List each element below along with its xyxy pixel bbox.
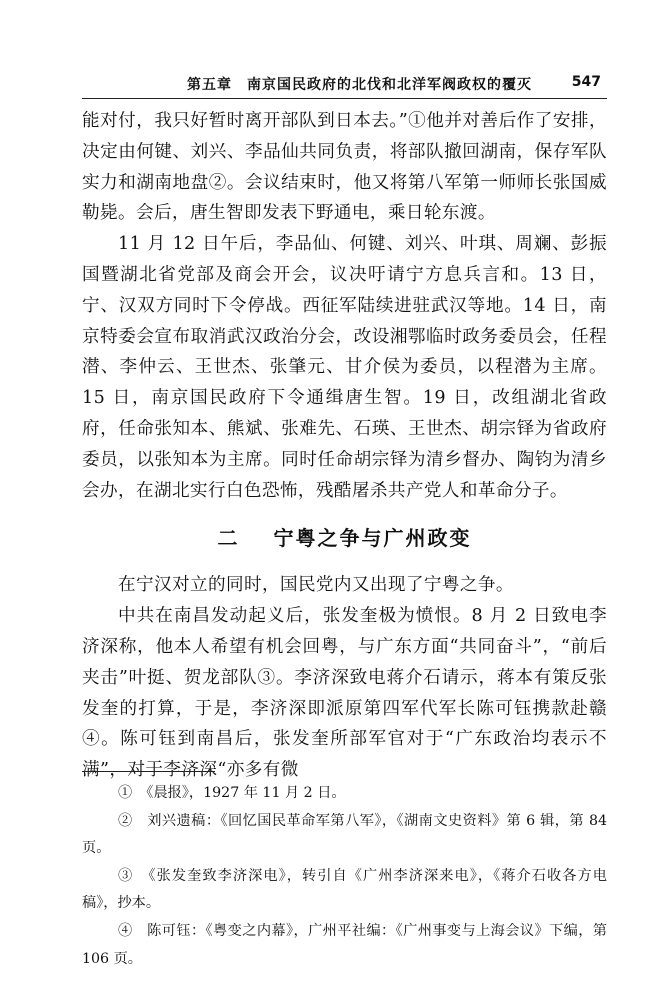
- page-number: 547: [571, 74, 601, 90]
- main-text: [82, 106, 607, 786]
- section-heading: [82, 523, 607, 553]
- paragraph-3: 在宁汉对立的同时，国民党内又出现了宁粤之争。: [118, 575, 514, 596]
- paragraph-4: 中共在南昌发动起义后，张发奎极为愤恨。8 月 2 日致电李济深称，他本人希望有机会回粤，与广东方面“共同奋斗”，“前后夹击”叶挺、贺龙部队③。李济深致电蒋介石请示，蒋本有策反张发奎的打算，于是，李济深即派原第四军代军长陈可钰携款赴赣④。陈可钰到南昌后，张发奎所部军官对于“广东政治均表示不满”，对于李济深“亦多有微: [82, 606, 607, 781]
- paragraph-2: 11 月 12 日午后，李品仙、何键、刘兴、叶琪、周斓、彭振国暨湖北省党部及商会开会，议决吁请宁方息兵言和。13 日，宁、汉双方同时下令停战。西征军陆续进驻武汉等地。14 日，南京特委会宣布取消武汉政治分会，改设湘鄂临时政务委员会，任程潜、李仲云、王世杰、张肇元、甘介侯为委员，以程潜为主席。15 日，南京国民政府下令通缉唐生智。19 日，改组湖北省政府，任命张知本、熊斌、张难先、石瑛、王世杰、胡宗铎为省政府委员，以张知本为主席。同时任命胡宗铎为清乡督办、陶钧为清乡会办，在湖北实行白色恐怖，残酷屠杀共产党人和革命分子。: [82, 234, 607, 501]
- paragraph-1: 能对付，我只好暂时离开部队到日本去。”①他并对善后作了安排，决定由何键、刘兴、李品仙共同负责，将部队撤回湖南，保存军队实力和湖南地盘②。会议结束时，他又将第八军第一师师长张国威勒毙。会后，唐生智即发表下野通电，乘日轮东渡。: [82, 111, 607, 224]
- footnote-divider: [82, 771, 215, 772]
- running-header: [82, 58, 607, 99]
- section-title: 宁粤之争与广州政变: [273, 526, 472, 551]
- footnote-3: ③ 《张发奎致李济深电》，转引自《广州李济深来电》，《蒋介石收各方电稿》，抄本。: [82, 867, 607, 912]
- footnote-2: ② 刘兴遗稿：《回忆国民革命军第八军》，《湖南文史资料》第 6 辑，第 84 页。: [82, 812, 607, 857]
- footnote-4: ④ 陈可钰：《粤变之内幕》，广州平社编：《广州事变与上海会议》下编，第 106 页。: [82, 922, 607, 967]
- footnotes: [82, 780, 607, 973]
- section-number: 二: [217, 526, 240, 551]
- chapter-title: 第五章 南京国民政府的北伐和北洋军阀政权的覆灭: [187, 77, 532, 93]
- footnote-1: ① 《晨报》，1927 年 11 月 2 日。: [118, 785, 346, 801]
